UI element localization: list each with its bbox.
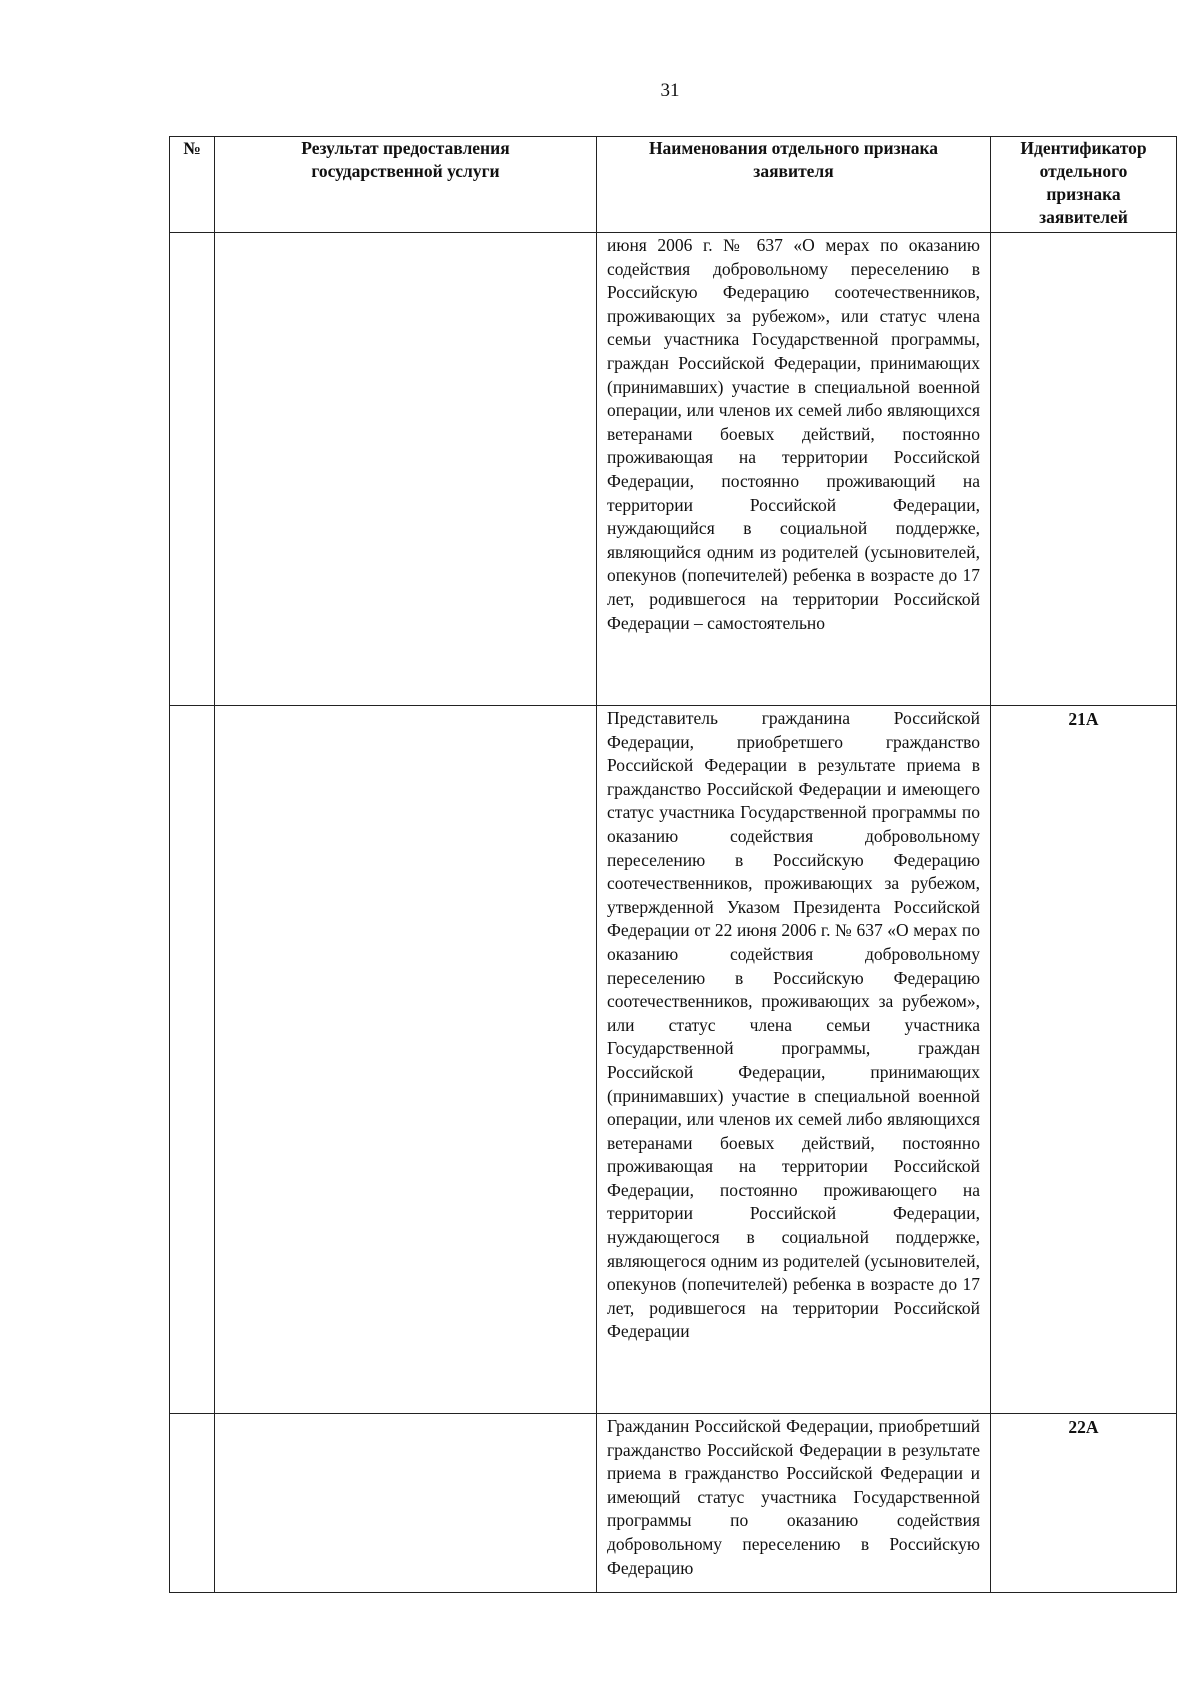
row-number-cell (170, 706, 215, 1414)
table-header-row (170, 137, 1177, 233)
feature-name-text: Гражданин Российской Федерации, приобретший гражданство Российской Федерации в результате приема в гражданство Российской Федерации и имеющий статус участника Государственной программы по оказанию содействия добровольному переселению в Российскую Федерацию (607, 1416, 980, 1578)
row-number-cell (170, 1414, 215, 1593)
row-feature-name-cell (597, 706, 991, 1414)
row-identifier-cell (991, 706, 1177, 1414)
applicant-features-table (169, 136, 1177, 1593)
table-row (170, 233, 1177, 706)
row-result-cell (215, 706, 597, 1414)
row-feature-name-cell (597, 1414, 991, 1593)
identifier-text: 22А (1068, 1417, 1099, 1437)
feature-name-text: Представитель гражданина Российской Федерации, приобретшего гражданство Российской Федерации в результате приема в гражданство Российской Федерации и имеющего статус участника Государственной программы по оказанию содействия добровольному переселению в Российскую Федерацию соотечественников, проживающих за рубежом, утвержденной Указом Президента Российской Федерации от 22 июня 2006 г. № 637 «О мерах по оказанию содействия добровольному переселению в Российскую Федерацию соотечественников, проживающих за рубежом», или статус члена семьи участника Государственной программы, граждан Российской Федерации, принимающих (принимавших) участие в специальной военной операции, или членов их семей либо являющихся ветеранами боевых действий, постоянно проживающая на территории Российской Федерации, постоянно проживающего на территории Российской Федерации, нуждающегося в социальной поддержке, являющегося одним из родителей (усыновителей, опекунов (попечителей) ребенка в возрасте до 17 лет, родившегося на территории Российской Федерации (607, 708, 980, 1342)
table-row (170, 706, 1177, 1414)
header-result: Результат предоставления государственной услуги (215, 137, 597, 233)
row-identifier-cell (991, 1414, 1177, 1593)
row-identifier-cell (991, 233, 1177, 706)
table-row (170, 1414, 1177, 1593)
header-number: № (170, 137, 215, 233)
identifier-text: 21А (1068, 709, 1099, 729)
feature-name-text: июня 2006 г. № 637 «О мерах по оказанию содействия добровольному переселению в Российскую Федерацию соотечественников, проживающих за рубежом», или статус члена семьи участника Государственной программы, граждан Российской Федерации, принимающих (принимавших) участие в специальной военной операции, или членов их семей либо являющихся ветеранами боевых действий, постоянно проживающая на территории Российской Федерации, постоянно проживающий на территории Российской Федерации, нуждающийся в социальной поддержке, являющийся одним из родителей (усыновителей, опекунов (попечителей) ребенка в возрасте до 17 лет, родившегося на территории Российской Федерации – самостоятельно (607, 235, 980, 633)
row-number-cell (170, 233, 215, 706)
identifier-text (991, 233, 1176, 236)
row-result-cell (215, 233, 597, 706)
page-number: 31 (660, 80, 680, 101)
row-result-cell (215, 1414, 597, 1593)
header-identifier: Идентификатор отдельного признака заявителей (991, 137, 1177, 233)
header-feature-name: Наименования отдельного признака заявителя (597, 137, 991, 233)
row-feature-name-cell (597, 233, 991, 706)
